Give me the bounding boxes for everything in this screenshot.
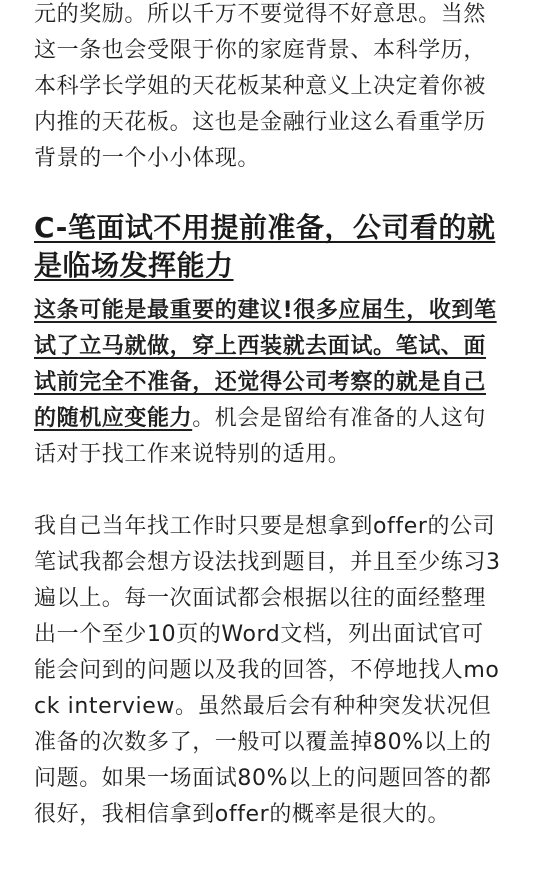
section-c-paragraph <box>34 293 506 473</box>
intro-paragraph: 元的奖励。所以千万不要觉得不好意思。当然这一条也会受限于你的家庭背景、本科学历，本科学长学姐的天花板某种意义上决定着你被内推的天花板。这也是金融行业这么看重学历背景的一个小小体现。 <box>34 2 487 171</box>
section-c-heading: C-笔面试不用提前准备，公司看的就是临场发挥能力 <box>34 211 496 282</box>
section-c-rest: 。机会是留给有准备的人这句话对于找工作来说特别的适用。 <box>34 406 487 467</box>
article-body <box>34 0 506 833</box>
experience-paragraph: 我自己当年找工作时只要是想拿到offer的公司笔试我都会想方设法找到题目，并且至少练习3遍以上。每一次面试都会根据以往的面经整理出一个至少10页的Word文档，列出面试官可能会问到的问题以及我的回答，不停地找人mock interview。虽然最后会有种种突发状况但准备的次数多了，一般可以覆盖掉80%以上的问题。如果一场面试80%以上的问题回答的都很好，我相信拿到offer的概率是很大的。 <box>34 514 501 827</box>
section-c-emphasis: 这条可能是最重要的建议!很多应届生，收到笔试了立马就做，穿上西装就去面试。笔试、面试前完全不准备，还觉得公司考察的就是自己的随机应变能力 <box>34 298 497 431</box>
paragraph-spacer <box>34 473 506 509</box>
